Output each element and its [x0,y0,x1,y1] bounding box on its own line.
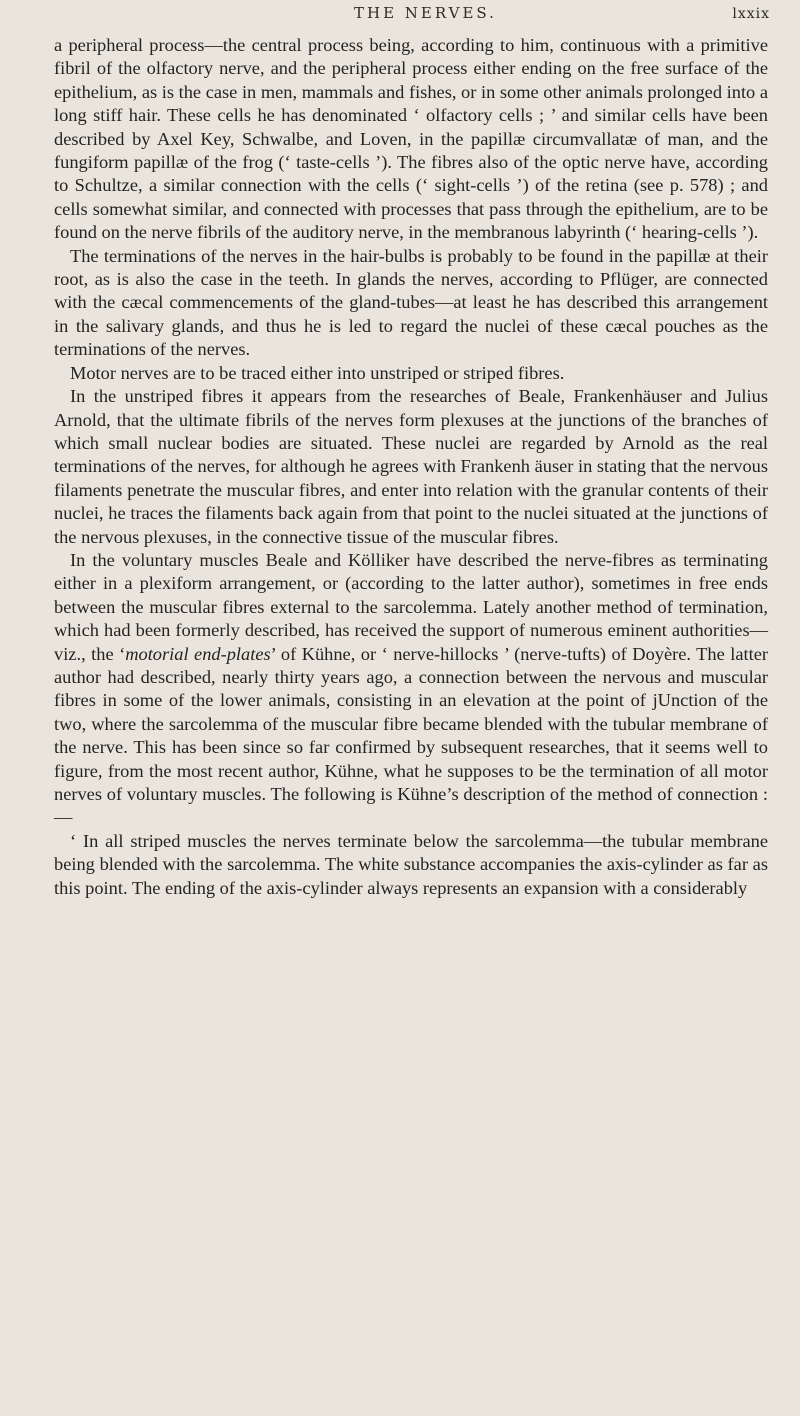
paragraph-motor-nerves: Motor nerves are to be traced either into unstriped or striped fibres. [70,362,565,383]
voluntary-muscles-text-end: ’ of Kühne, or ‘ nerve-hillocks ’ (nerve-tufts) of Doyère. The latter author had described, nearly thirty years ago, a connection between the nervous and muscular fibres in some of the lower animals, consisting in an elevation at the point of jUnction of the two, where the sarcolemma of the muscular fibre became blended with the tubular membrane of the nerve. This has been since so far confirmed by subsequent researches, that it seems well to figure, from the most recent author, Kühne, what he supposes to be the termination of all motor nerves of voluntary muscles. The following is Kühne’s description of the method of connection : — [54,643,768,828]
paragraph-voluntary-muscles [54,549,768,830]
voluntary-muscles-text-start: In the voluntary muscles Beale and Kölliker have described the nerve-fibres as terminating either in a plexiform arrangement, or (according to the latter author), sometimes in free ends between the muscular fibres external to the sarcolemma. Lately another method of termination, which had been formerly described, has received the support of numerous eminent authorities—viz., the ‘ [54,549,768,664]
running-head: THE NERVES. [354,4,497,22]
paragraph-hair-bulbs-glands: The terminations of the nerves in the hair-bulbs is probably to be found in the papillæ at their root, as is also the case in the teeth. In glands the nerves, according to Pflüger, are connected with the cæcal commencements of the gland-tubes—at least he has described this arrangement in the salivary glands, and thus he is led to regard the nuclei of these cæcal pouches as the terminations of the nerves. [54,245,768,360]
page-header [54,0,778,34]
paragraph-olfactory-cells: a peripheral process—the central process being, according to him, continuous with a primitive fibril of the olfactory nerve, and the peripheral process either ending on the free surface of the epithelium, as is the case in men, mammals and fishes, or in some other animals prolonged into a long stiff hair. These cells he has denominated ‘ olfactory cells ; ’ and similar cells have been described by Axel Key, Schwalbe, and Loven, in the papillæ circumvallatæ of man, and the fungiform papillæ of the frog (‘ taste-cells ’). The fibres also of the optic nerve have, according to Schultze, a similar connection with the cells (‘ sight-cells ’) of the retina (see p. 578) ; and cells somewhat similar, and connected with processes that pass through the epithelium, are to be found on the nerve fibrils of the auditory nerve, in the membranous labyrinth (‘ hearing-cells ’). [54,35,769,243]
motorial-end-plates-term: motorial end-plates [125,643,271,664]
body-text [54,34,768,900]
page-number: lxxix [732,6,770,22]
paragraph-kuhne-quote: ‘ In all striped muscles the nerves terminate below the sarcolemma—the tubular membrane being blended with the sarcolemma. The white substance accompanies the axis-cylinder as far as this point. The ending of the axis-cylinder always represents an expansion with a considerably [54,830,768,898]
paragraph-unstriped-fibres: In the unstriped fibres it appears from the researches of Beale, Frankenhäuser and Julius Arnold, that the ultimate fibrils of the nerves form plexuses at the junctions of the branches of which small nuclear bodies are situated. These nuclei are regarded by Arnold as the real terminations of the nerves, for although he agrees with Frankenh äuser in stating that the nervous filaments penetrate the muscular fibres, and enter into relation with the granular contents of their nuclei, he traces the filaments back again from that point to the nuclei situated at the junctions of the nervous plexuses, in the connective tissue of the muscular fibres. [54,386,768,547]
